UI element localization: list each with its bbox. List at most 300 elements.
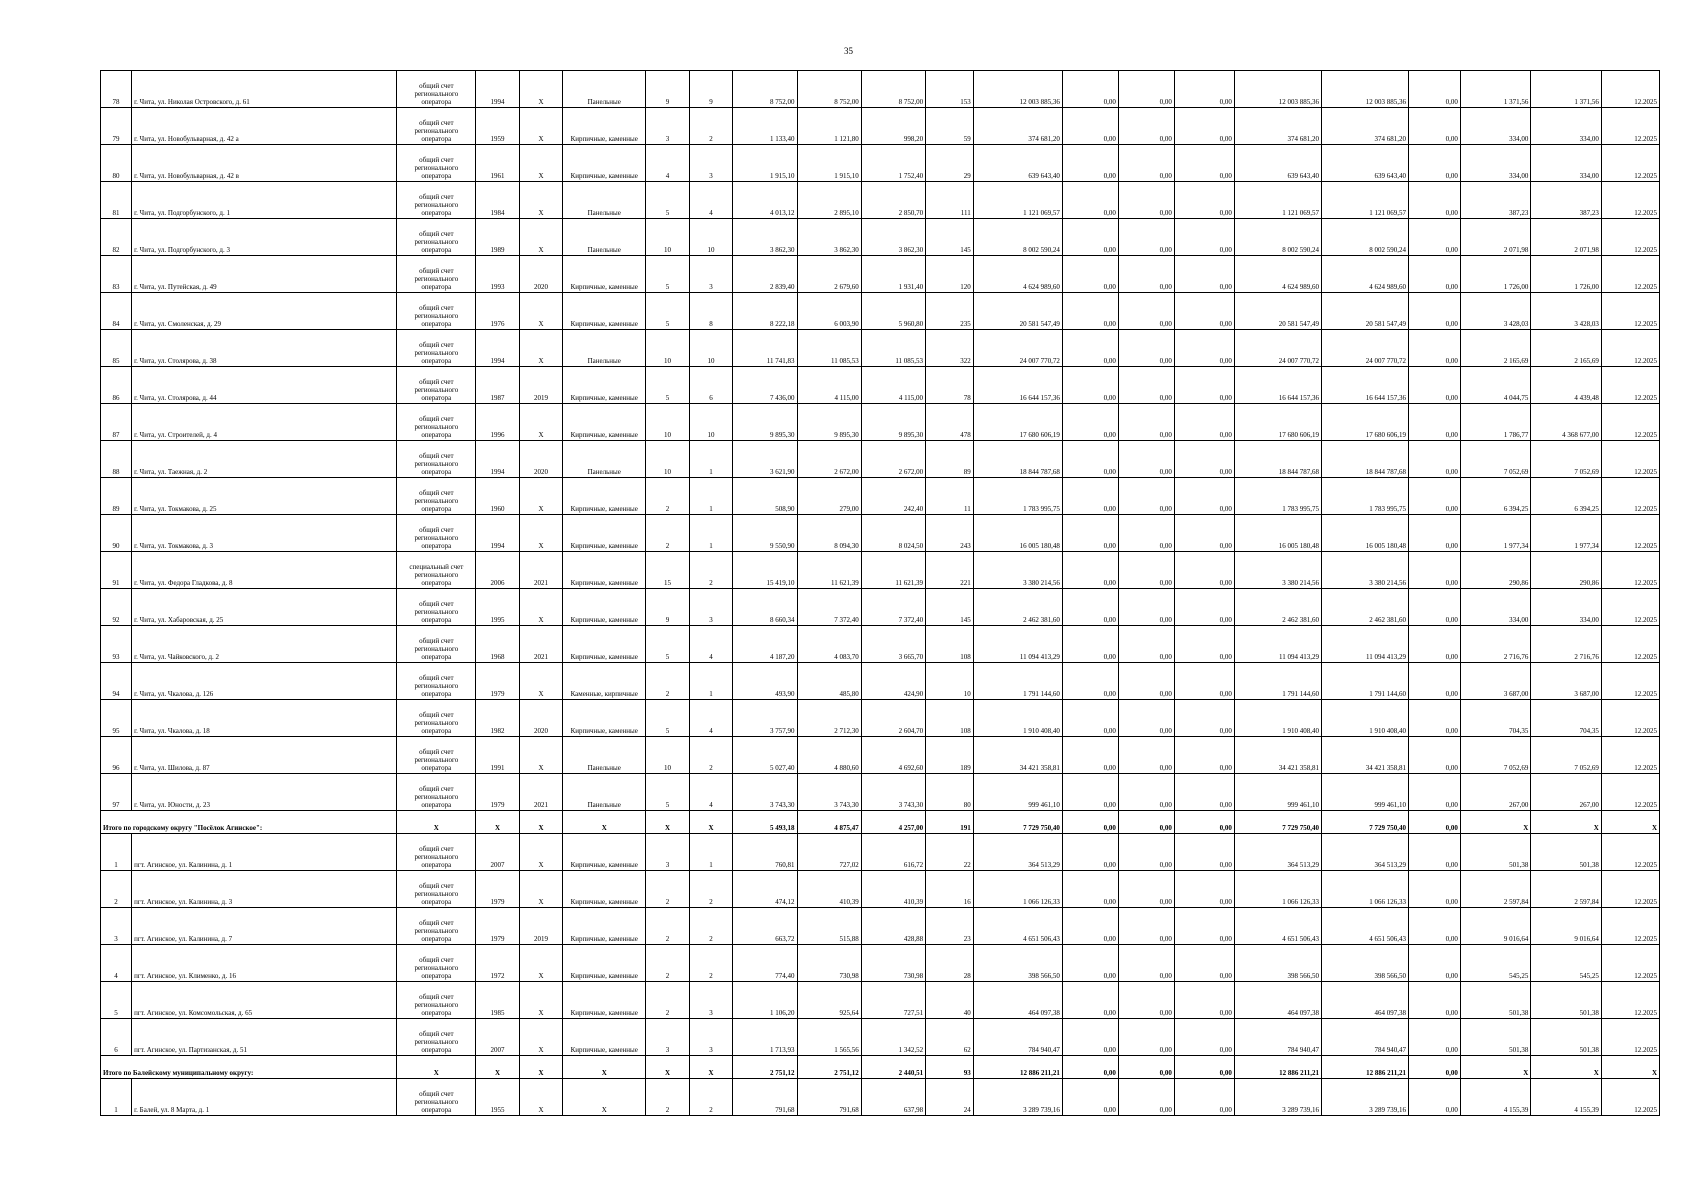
unit-cost-cell: 2 165,69 [1460,330,1530,367]
private-area-cell: 637,98 [861,1079,925,1116]
residents-cell: 59 [926,108,974,145]
address-cell: г. Чита, ул. Путейская, д. 49 [132,256,397,293]
private-area-cell: 424,90 [861,663,925,700]
federal-funds-cell: 0,00 [1062,441,1118,478]
total-cost-cell: 3 380 214,56 [973,552,1062,589]
floors-cell: 10 [646,737,690,774]
account-type-cell: специальный счет регионального оператора [397,552,476,589]
regional-funds-cell: 0,00 [1118,404,1174,441]
floors-cell: X [646,1056,690,1079]
wall-material-cell: Кирпичные, каменные [563,256,646,293]
account-type-cell: общий счет регионального оператора [397,1079,476,1116]
total-area-cell: 663,72 [733,908,797,945]
regional-funds-cell: 0,00 [1118,145,1174,182]
max-unit-cost-cell: X [1531,1056,1601,1079]
address-cell: г. Чита, ул. Хабаровская, д. 25 [132,589,397,626]
wall-material-cell: Панельные [563,330,646,367]
private-area-cell: 2 672,00 [861,441,925,478]
owner-funds-total-cell: 1 066 126,33 [1321,871,1408,908]
repair-year-cell: X [519,108,563,145]
row-number: 95 [101,700,132,737]
address-cell: г. Чита, ул. Токмакова, д. 25 [132,478,397,515]
build-year-cell: 1995 [476,589,520,626]
account-type-cell: общий счет регионального оператора [397,71,476,108]
regional-funds-cell: 0,00 [1118,774,1174,811]
build-year-cell: 1959 [476,108,520,145]
entrances-cell: 1 [689,441,733,478]
deadline-cell: 12.2025 [1601,1019,1659,1056]
owner-funds-total-cell: 3 380 214,56 [1321,552,1408,589]
entrances-cell: 6 [689,367,733,404]
unit-cost-cell: 4 155,39 [1460,1079,1530,1116]
private-area-cell: 2 604,70 [861,700,925,737]
regional-funds-cell: 0,00 [1118,1056,1174,1079]
wall-material-cell: Кирпичные, каменные [563,626,646,663]
account-type-cell: общий счет регионального оператора [397,626,476,663]
entrances-cell: 1 [689,478,733,515]
owner-funds-total-cell: 999 461,10 [1321,774,1408,811]
unit-cost-cell: 7 052,69 [1460,441,1530,478]
deadline-cell: 12.2025 [1601,108,1659,145]
residents-cell: 153 [926,71,974,108]
floors-cell: 2 [646,908,690,945]
table-row [101,908,1660,945]
entrances-cell: 2 [689,737,733,774]
local-funds-cell: 0,00 [1174,1056,1234,1079]
max-unit-cost-cell: 2 165,69 [1531,330,1601,367]
federal-funds-cell: 0,00 [1062,108,1118,145]
table-row [101,256,1660,293]
table-row [101,589,1660,626]
local-funds-cell: 0,00 [1174,1079,1234,1116]
living-area-cell: 2 751,12 [797,1056,861,1079]
other-funds-cell: 0,00 [1409,219,1461,256]
max-unit-cost-cell: 4 439,48 [1531,367,1601,404]
residents-cell: 478 [926,404,974,441]
regional-funds-cell: 0,00 [1118,834,1174,871]
local-funds-cell: 0,00 [1174,982,1234,1019]
build-year-cell: 1979 [476,663,520,700]
repair-year-cell: X [519,182,563,219]
address-cell: пгт. Агинское, ул. Калинина, д. 7 [132,908,397,945]
max-unit-cost-cell: 6 394,25 [1531,478,1601,515]
build-year-cell: X [476,811,520,834]
living-area-cell: 1 915,10 [797,145,861,182]
deadline-cell: 12.2025 [1601,145,1659,182]
federal-funds-cell: 0,00 [1062,145,1118,182]
local-funds-cell: 0,00 [1174,256,1234,293]
owner-funds-total-cell: 2 462 381,60 [1321,589,1408,626]
total-cost-cell: 17 680 606,19 [973,404,1062,441]
owner-funds-cell: 16 644 157,36 [1234,367,1321,404]
max-unit-cost-cell: 1 977,34 [1531,515,1601,552]
residents-cell: 89 [926,441,974,478]
wall-material-cell: Панельные [563,441,646,478]
private-area-cell: 727,51 [861,982,925,1019]
other-funds-cell: 0,00 [1409,834,1461,871]
private-area-cell: 1 752,40 [861,145,925,182]
private-area-cell: 4 692,60 [861,737,925,774]
federal-funds-cell: 0,00 [1062,404,1118,441]
residents-cell: 24 [926,1079,974,1116]
wall-material-cell: Панельные [563,219,646,256]
build-year-cell: 1961 [476,145,520,182]
residents-cell: 23 [926,908,974,945]
other-funds-cell: 0,00 [1409,256,1461,293]
unit-cost-cell: 2 071,98 [1460,219,1530,256]
owner-funds-cell: 17 680 606,19 [1234,404,1321,441]
account-type-cell: общий счет регионального оператора [397,441,476,478]
local-funds-cell: 0,00 [1174,589,1234,626]
entrances-cell: 2 [689,1079,733,1116]
other-funds-cell: 0,00 [1409,1056,1461,1079]
total-cost-cell: 4 624 989,60 [973,256,1062,293]
other-funds-cell: 0,00 [1409,982,1461,1019]
local-funds-cell: 0,00 [1174,108,1234,145]
deadline-cell: 12.2025 [1601,774,1659,811]
local-funds-cell: 0,00 [1174,404,1234,441]
owner-funds-cell: 364 513,29 [1234,834,1321,871]
owner-funds-cell: 18 844 787,68 [1234,441,1321,478]
owner-funds-total-cell: 17 680 606,19 [1321,404,1408,441]
total-area-cell: 474,12 [733,871,797,908]
repair-year-cell: X [519,404,563,441]
account-type-cell: общий счет регионального оператора [397,945,476,982]
address-cell: пгт. Агинское, ул. Комсомольская, д. 65 [132,982,397,1019]
build-year-cell: 1960 [476,478,520,515]
living-area-cell: 4 880,60 [797,737,861,774]
unit-cost-cell: 3 428,03 [1460,293,1530,330]
federal-funds-cell: 0,00 [1062,478,1118,515]
unit-cost-cell: 7 052,69 [1460,737,1530,774]
wall-material-cell: Каменные, кирпичные [563,663,646,700]
total-area-cell: 493,90 [733,663,797,700]
floors-cell: 5 [646,700,690,737]
build-year-cell: 1955 [476,1079,520,1116]
total-cost-cell: 999 461,10 [973,774,1062,811]
account-type-cell: общий счет регионального оператора [397,293,476,330]
entrances-cell: X [689,811,733,834]
repair-year-cell: X [519,834,563,871]
build-year-cell: 1994 [476,330,520,367]
entrances-cell: 8 [689,293,733,330]
address-cell: г. Чита, ул. Чайковского, д. 2 [132,626,397,663]
floors-cell: 5 [646,626,690,663]
owner-funds-cell: 20 581 547,49 [1234,293,1321,330]
total-cost-cell: 1 783 995,75 [973,478,1062,515]
floors-cell: 2 [646,982,690,1019]
regional-funds-cell: 0,00 [1118,256,1174,293]
account-type-cell: общий счет регионального оператора [397,182,476,219]
federal-funds-cell: 0,00 [1062,774,1118,811]
floors-cell: 3 [646,108,690,145]
row-number: 83 [101,256,132,293]
regional-funds-cell: 0,00 [1118,367,1174,404]
build-year-cell: 2007 [476,1019,520,1056]
living-area-cell: 9 895,30 [797,404,861,441]
federal-funds-cell: 0,00 [1062,515,1118,552]
row-number: 89 [101,478,132,515]
repair-year-cell: X [519,219,563,256]
living-area-cell: 791,68 [797,1079,861,1116]
row-number: 78 [101,71,132,108]
regional-funds-cell: 0,00 [1118,589,1174,626]
local-funds-cell: 0,00 [1174,811,1234,834]
regional-funds-cell: 0,00 [1118,293,1174,330]
entrances-cell: 1 [689,834,733,871]
owner-funds-cell: 12 886 211,21 [1234,1056,1321,1079]
living-area-cell: 727,02 [797,834,861,871]
address-cell: г. Чита, ул. Таежная, д. 2 [132,441,397,478]
other-funds-cell: 0,00 [1409,1019,1461,1056]
private-area-cell: 3 743,30 [861,774,925,811]
entrances-cell: 4 [689,626,733,663]
owner-funds-cell: 3 380 214,56 [1234,552,1321,589]
federal-funds-cell: 0,00 [1062,626,1118,663]
table-row [101,871,1660,908]
repair-year-cell: X [519,945,563,982]
private-area-cell: 3 665,70 [861,626,925,663]
deadline-cell: 12.2025 [1601,871,1659,908]
total-area-cell: 3 621,90 [733,441,797,478]
total-area-cell: 774,40 [733,945,797,982]
owner-funds-cell: 1 910 408,40 [1234,700,1321,737]
entrances-cell: 3 [689,145,733,182]
row-number: 82 [101,219,132,256]
address-cell: г. Чита, ул. Столярова, д. 44 [132,367,397,404]
address-cell: г. Чита, ул. Строителей, д. 4 [132,404,397,441]
unit-cost-cell: X [1460,811,1530,834]
other-funds-cell: 0,00 [1409,1079,1461,1116]
account-type-cell: X [397,811,476,834]
row-number: 3 [101,908,132,945]
floors-cell: 9 [646,589,690,626]
deadline-cell: 12.2025 [1601,71,1659,108]
unit-cost-cell: 501,38 [1460,982,1530,1019]
living-area-cell: 925,64 [797,982,861,1019]
row-number: 81 [101,182,132,219]
total-area-cell: 5 027,40 [733,737,797,774]
federal-funds-cell: 0,00 [1062,700,1118,737]
total-area-cell: 1 915,10 [733,145,797,182]
wall-material-cell: Кирпичные, каменные [563,145,646,182]
private-area-cell: 3 862,30 [861,219,925,256]
address-cell: пгт. Агинское, ул. Калинина, д. 1 [132,834,397,871]
private-area-cell: 2 850,70 [861,182,925,219]
unit-cost-cell: 1 977,34 [1460,515,1530,552]
table-row [101,982,1660,1019]
repair-year-cell: X [519,145,563,182]
regional-funds-cell: 0,00 [1118,478,1174,515]
entrances-cell: 3 [689,1019,733,1056]
repair-year-cell: X [519,737,563,774]
build-year-cell: 1991 [476,737,520,774]
table-row [101,219,1660,256]
table-row [101,182,1660,219]
living-area-cell: 7 372,40 [797,589,861,626]
repair-year-cell: X [519,982,563,1019]
private-area-cell: 998,20 [861,108,925,145]
living-area-cell: 11 085,53 [797,330,861,367]
entrances-cell: 10 [689,330,733,367]
floors-cell: 10 [646,441,690,478]
living-area-cell: 2 672,00 [797,441,861,478]
table-row [101,774,1660,811]
federal-funds-cell: 0,00 [1062,1019,1118,1056]
deadline-cell: 12.2025 [1601,834,1659,871]
row-number: 1 [101,1079,132,1116]
row-number: 84 [101,293,132,330]
unit-cost-cell: 387,23 [1460,182,1530,219]
other-funds-cell: 0,00 [1409,478,1461,515]
residents-cell: 29 [926,145,974,182]
table-row [101,441,1660,478]
total-area-cell: 1 713,93 [733,1019,797,1056]
private-area-cell: 5 960,80 [861,293,925,330]
local-funds-cell: 0,00 [1174,552,1234,589]
living-area-cell: 8 094,30 [797,515,861,552]
wall-material-cell: Кирпичные, каменные [563,908,646,945]
residents-cell: 145 [926,589,974,626]
living-area-cell: 4 875,47 [797,811,861,834]
table-row [101,737,1660,774]
local-funds-cell: 0,00 [1174,182,1234,219]
private-area-cell: 2 440,51 [861,1056,925,1079]
owner-funds-total-cell: 4 651 506,43 [1321,908,1408,945]
deadline-cell: 12.2025 [1601,478,1659,515]
local-funds-cell: 0,00 [1174,700,1234,737]
build-year-cell: 1994 [476,441,520,478]
floors-cell: 5 [646,367,690,404]
table-row [101,1079,1660,1116]
floors-cell: 5 [646,293,690,330]
unit-cost-cell: 2 597,84 [1460,871,1530,908]
row-number: 90 [101,515,132,552]
local-funds-cell: 0,00 [1174,330,1234,367]
total-cost-cell: 4 651 506,43 [973,908,1062,945]
residents-cell: 11 [926,478,974,515]
unit-cost-cell: 1 371,56 [1460,71,1530,108]
owner-funds-cell: 1 066 126,33 [1234,871,1321,908]
row-number: 96 [101,737,132,774]
unit-cost-cell: 2 716,76 [1460,626,1530,663]
wall-material-cell: Панельные [563,182,646,219]
repair-year-cell: 2019 [519,908,563,945]
federal-funds-cell: 0,00 [1062,663,1118,700]
floors-cell: 9 [646,71,690,108]
other-funds-cell: 0,00 [1409,515,1461,552]
entrances-cell: 4 [689,182,733,219]
deadline-cell: 12.2025 [1601,182,1659,219]
row-number: 93 [101,626,132,663]
account-type-cell: общий счет регионального оператора [397,478,476,515]
regional-funds-cell: 0,00 [1118,1019,1174,1056]
subtotal-row [101,1056,1660,1079]
living-area-cell: 4 115,00 [797,367,861,404]
address-cell: г. Чита, ул. Подгорбунского, д. 1 [132,182,397,219]
total-cost-cell: 364 513,29 [973,834,1062,871]
total-area-cell: 7 436,00 [733,367,797,404]
living-area-cell: 730,98 [797,945,861,982]
floors-cell: 10 [646,404,690,441]
other-funds-cell: 0,00 [1409,293,1461,330]
residents-cell: 235 [926,293,974,330]
private-area-cell: 9 895,30 [861,404,925,441]
owner-funds-cell: 784 940,47 [1234,1019,1321,1056]
account-type-cell: общий счет регионального оператора [397,982,476,1019]
regional-funds-cell: 0,00 [1118,982,1174,1019]
max-unit-cost-cell: 1 371,56 [1531,71,1601,108]
total-area-cell: 11 741,83 [733,330,797,367]
living-area-cell: 1 565,56 [797,1019,861,1056]
owner-funds-cell: 3 289 739,16 [1234,1079,1321,1116]
deadline-cell: 12.2025 [1601,219,1659,256]
address-cell: г. Чита, ул. Столярова, д. 38 [132,330,397,367]
federal-funds-cell: 0,00 [1062,219,1118,256]
total-area-cell: 15 419,10 [733,552,797,589]
total-cost-cell: 1 066 126,33 [973,871,1062,908]
local-funds-cell: 0,00 [1174,871,1234,908]
row-number: 80 [101,145,132,182]
living-area-cell: 3 862,30 [797,219,861,256]
private-area-cell: 11 621,39 [861,552,925,589]
total-area-cell: 8 660,34 [733,589,797,626]
total-cost-cell: 374 681,20 [973,108,1062,145]
table-row [101,834,1660,871]
table-row [101,1019,1660,1056]
federal-funds-cell: 0,00 [1062,945,1118,982]
owner-funds-total-cell: 1 910 408,40 [1321,700,1408,737]
wall-material-cell: Панельные [563,71,646,108]
table-row [101,330,1660,367]
regional-funds-cell: 0,00 [1118,441,1174,478]
owner-funds-cell: 1 783 995,75 [1234,478,1321,515]
residents-cell: 221 [926,552,974,589]
private-area-cell: 4 115,00 [861,367,925,404]
deadline-cell: 12.2025 [1601,330,1659,367]
unit-cost-cell: 1 786,77 [1460,404,1530,441]
other-funds-cell: 0,00 [1409,871,1461,908]
floors-cell: 2 [646,945,690,982]
total-cost-cell: 24 007 770,72 [973,330,1062,367]
total-area-cell: 791,68 [733,1079,797,1116]
total-cost-cell: 1 121 069,57 [973,182,1062,219]
floors-cell: 4 [646,145,690,182]
floors-cell: 2 [646,1079,690,1116]
federal-funds-cell: 0,00 [1062,330,1118,367]
living-area-cell: 2 895,10 [797,182,861,219]
page-number: 35 [844,46,853,56]
account-type-cell: общий счет регионального оператора [397,1019,476,1056]
regional-funds-cell: 0,00 [1118,871,1174,908]
entrances-cell: 10 [689,219,733,256]
max-unit-cost-cell: 290,86 [1531,552,1601,589]
entrances-cell: 1 [689,515,733,552]
deadline-cell: 12.2025 [1601,663,1659,700]
regional-funds-cell: 0,00 [1118,663,1174,700]
other-funds-cell: 0,00 [1409,589,1461,626]
account-type-cell: общий счет регионального оператора [397,219,476,256]
build-year-cell: 1979 [476,871,520,908]
other-funds-cell: 0,00 [1409,700,1461,737]
account-type-cell: общий счет регионального оператора [397,589,476,626]
entrances-cell: 4 [689,774,733,811]
total-area-cell: 8 222,18 [733,293,797,330]
total-area-cell: 1 133,40 [733,108,797,145]
owner-funds-cell: 24 007 770,72 [1234,330,1321,367]
build-year-cell: 2006 [476,552,520,589]
row-number: 1 [101,834,132,871]
